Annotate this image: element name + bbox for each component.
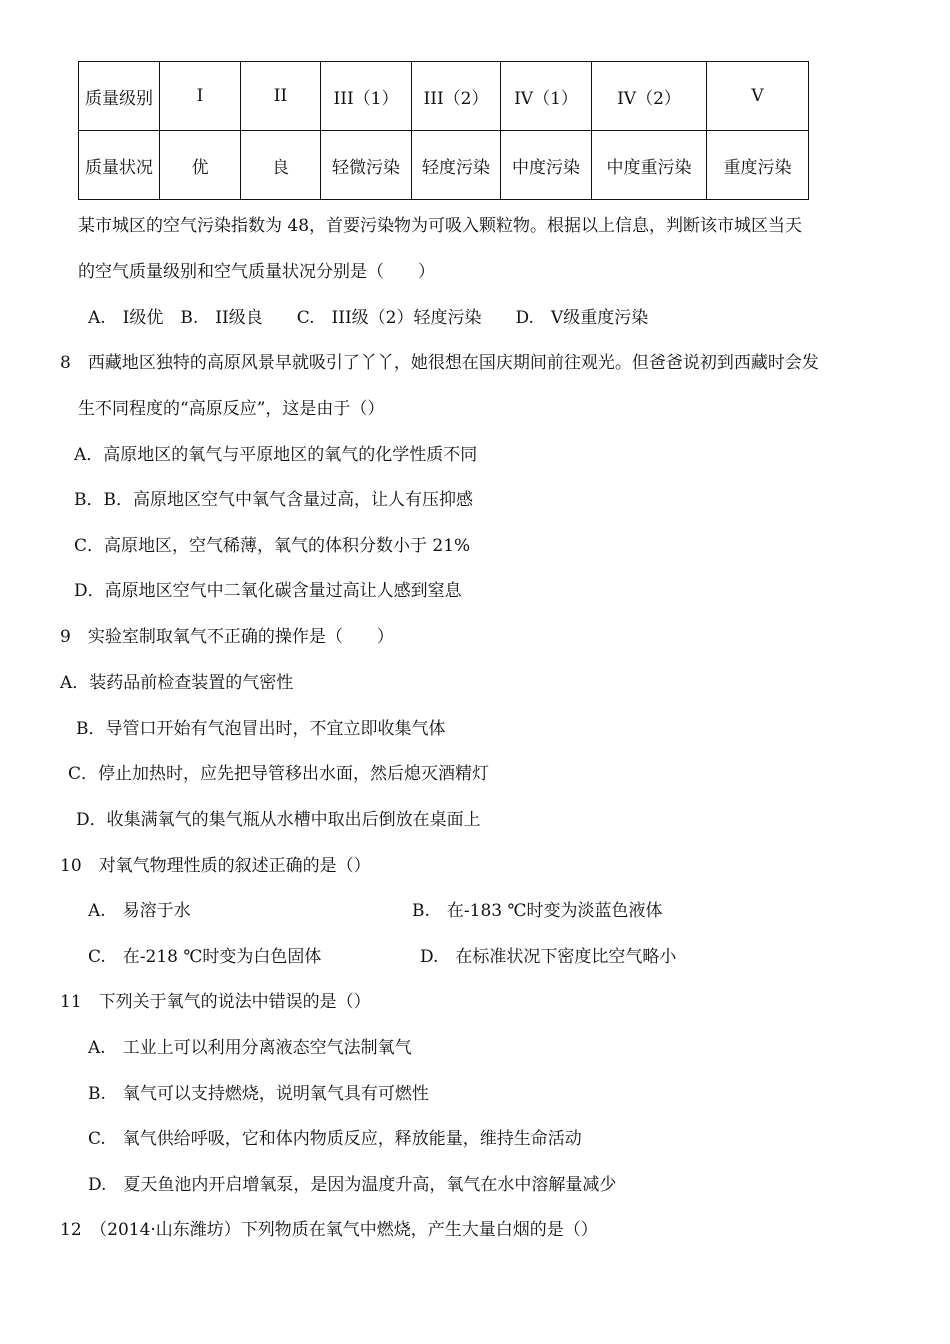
- question-8-stem-line2: 生不同程度的“高原反应”，这是由于（）: [78, 399, 385, 419]
- table-row: [79, 62, 809, 131]
- question-8-option-c: C．高原地区，空气稀薄，氧气的体积分数小于 21%: [74, 536, 471, 556]
- table-cell: V: [707, 62, 809, 131]
- question-10-option-d: D. 在标准状况下密度比空气略小: [420, 947, 677, 967]
- question-9-stem: 9 实验室制取氧气不正确的操作是（ ）: [60, 627, 394, 647]
- question-7-options: A. I级优 B. II级良 C. III级（2）轻度污染 D. V级重度污染: [88, 308, 649, 328]
- table-cell: IV（2）: [592, 62, 707, 131]
- question-10-option-c: C. 在-218 ℃时变为白色固体: [88, 947, 322, 967]
- question-7-stem-line2: 的空气质量级别和空气质量状况分别是（ ）: [78, 262, 435, 282]
- question-11-option-a: A. 工业上可以利用分离液态空气法制氧气: [88, 1038, 412, 1058]
- table-cell: III（1）: [321, 62, 412, 131]
- question-9-option-d: D．收集满氧气的集气瓶从水槽中取出后倒放在桌面上: [76, 810, 481, 830]
- question-8-option-b: B．B．高原地区空气中氧气含量过高，让人有压抑感: [74, 490, 473, 510]
- question-9-option-b: B．导管口开始有气泡冒出时，不宜立即收集气体: [76, 719, 446, 739]
- question-10-option-a: A. 易溶于水: [88, 901, 191, 921]
- table-cell: 轻度污染: [412, 131, 501, 200]
- question-11-option-b: B. 氧气可以支持燃烧，说明氧气具有可燃性: [88, 1084, 429, 1104]
- table-cell: 轻微污染: [321, 131, 412, 200]
- question-11-stem: 11 下列关于氧气的说法中错误的是（）: [60, 992, 371, 1012]
- question-10-option-b: B. 在-183 ℃时变为淡蓝色液体: [412, 901, 663, 921]
- question-9-option-c: C．停止加热时，应先把导管移出水面，然后熄灭酒精灯: [68, 764, 490, 784]
- question-11-option-c: C. 氧气供给呼吸，它和体内物质反应，释放能量，维持生命活动: [88, 1129, 582, 1149]
- table-cell: I: [160, 62, 241, 131]
- question-9-option-a: A．装药品前检查装置的气密性: [60, 673, 294, 693]
- table-row: [79, 131, 809, 200]
- question-8-stem-line1: 8 西藏地区独特的高原风景早就吸引了丫丫，她很想在国庆期间前往观光。但爸爸说初到西藏时会发: [60, 353, 819, 373]
- table-cell: 质量级别: [79, 62, 160, 131]
- table-cell: 质量状况: [79, 131, 160, 200]
- question-10-stem: 10 对氧气物理性质的叙述正确的是（）: [60, 856, 371, 876]
- table-cell: IV（1）: [501, 62, 592, 131]
- table-cell: 重度污染: [707, 131, 809, 200]
- table-cell: III（2）: [412, 62, 501, 131]
- air-quality-table: [78, 61, 809, 200]
- question-8-option-a: A．高原地区的氧气与平原地区的氧气的化学性质不同: [74, 445, 478, 465]
- table-cell: 良: [241, 131, 321, 200]
- question-7-stem-line1: 某市城区的空气污染指数为 48，首要污染物为可吸入颗粒物。根据以上信息，判断该市城区当天: [78, 216, 803, 236]
- table-cell: 中度污染: [501, 131, 592, 200]
- question-11-option-d: D. 夏天鱼池内开启增氧泵，是因为温度升高，氧气在水中溶解量减少: [88, 1175, 617, 1195]
- question-12-stem: 12 （2014·山东潍坊）下列物质在氧气中燃烧，产生大量白烟的是（）: [60, 1220, 598, 1240]
- table-cell: II: [241, 62, 321, 131]
- question-8-option-d: D．高原地区空气中二氧化碳含量过高让人感到窒息: [74, 581, 462, 601]
- table-cell: 中度重污染: [592, 131, 707, 200]
- table-cell: 优: [160, 131, 241, 200]
